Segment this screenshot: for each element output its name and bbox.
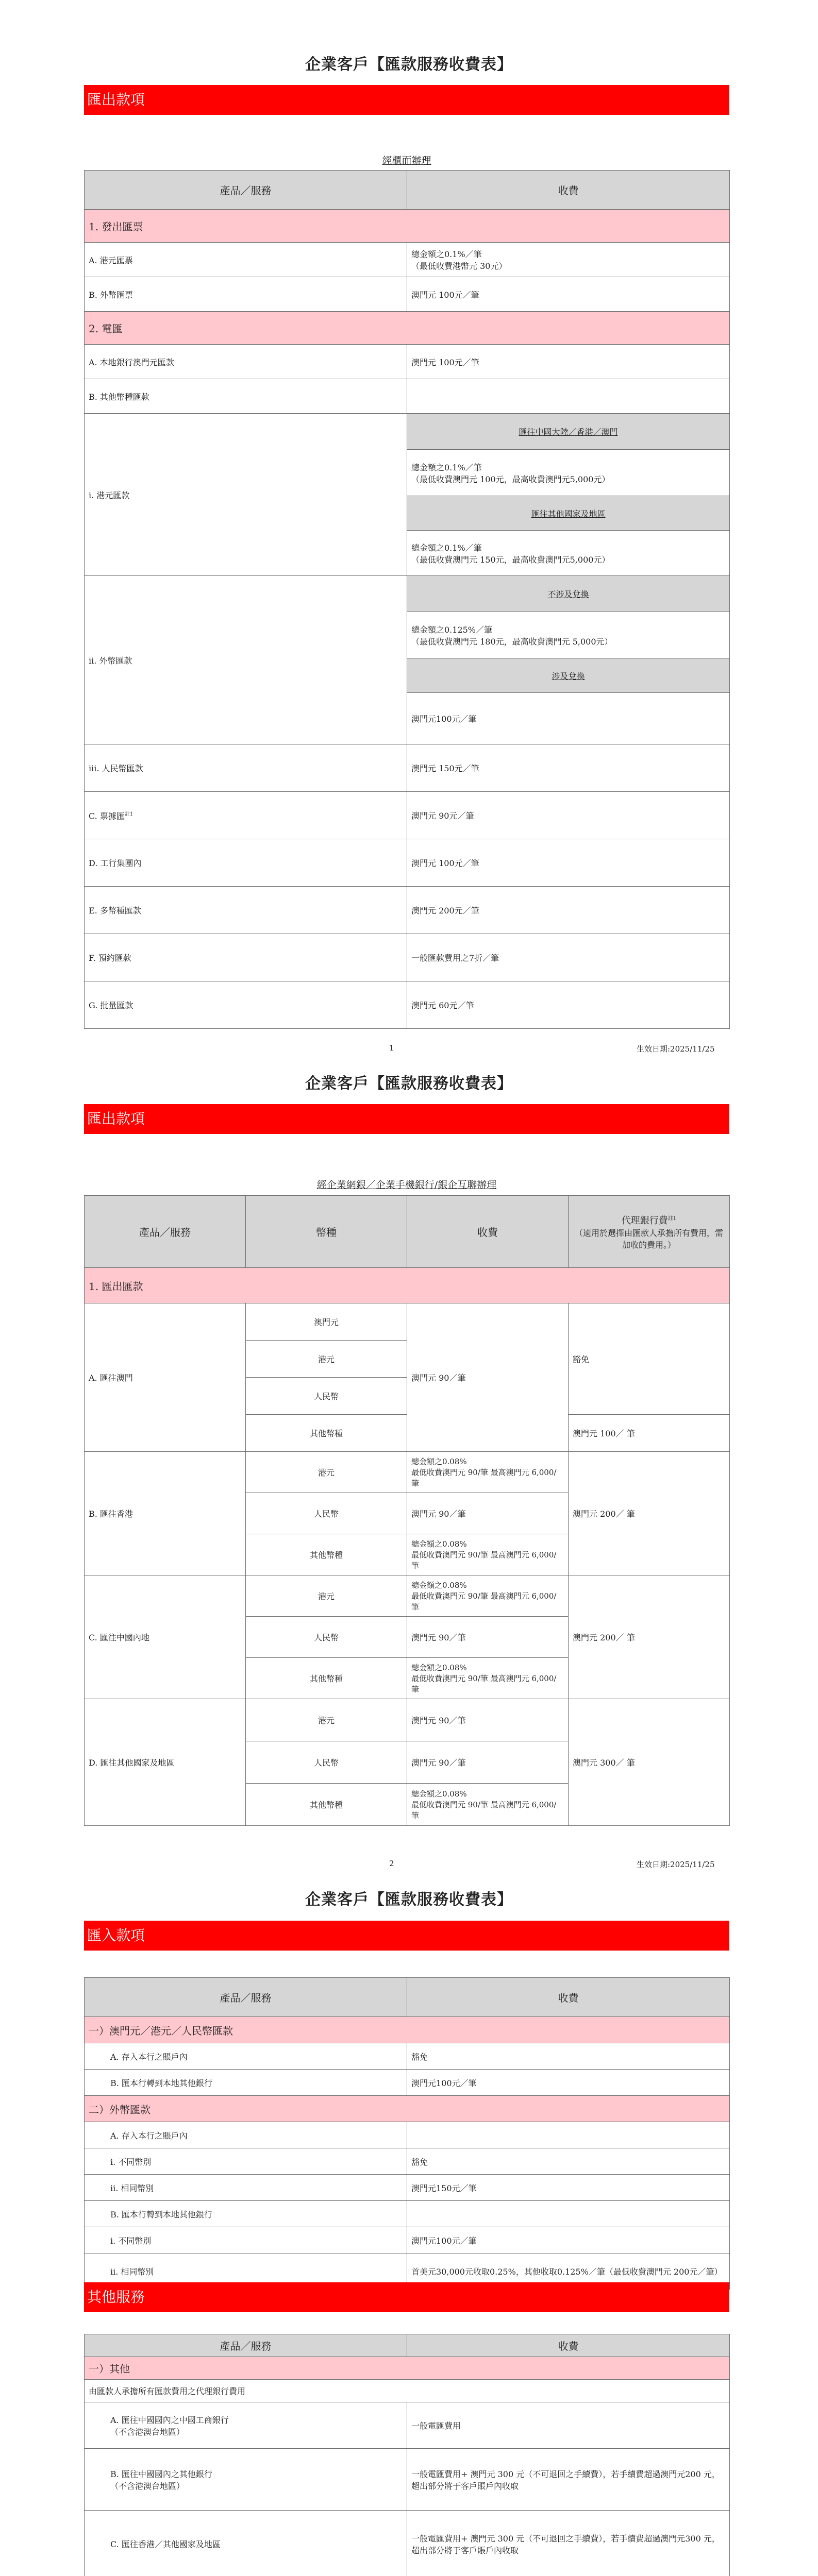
fee-fx-transfer-same: 首美元30,000元收取0.25%，其他收取0.125%／筆（最低收費澳門元 200元／筆）: [407, 2253, 730, 2290]
section-other: 一）其他: [85, 2357, 730, 2380]
fee-bill-remit: 澳門元 90元／筆: [407, 792, 730, 839]
row-local-mop: A. 本地銀行澳門元匯款: [85, 345, 407, 379]
row-icbc-china: A. 匯往中國國內之中國工商銀行 （不含港澳台地區）: [85, 2402, 407, 2449]
page1-fee-table: [84, 170, 730, 1029]
page3-title: 企業客戶【匯款服務收費表】: [305, 1891, 513, 1909]
col-header-fee: 收費: [407, 2334, 730, 2357]
fee-no-exchange: 總金額之0.125%／筆 （最低收費澳門元 180元，最高收費澳門元 5,000元）: [407, 612, 730, 658]
page2-subtitle: 經企業網銀／企業手機銀行/銀企互聯辦理: [316, 1179, 497, 1191]
page3-banner-inward: 匯入款項: [84, 1921, 729, 1951]
page3-banner-other: 其他服務: [84, 2282, 729, 2312]
currency-mop: 澳門元: [246, 1303, 407, 1341]
page1-subtitle: 經櫃面辦理: [382, 155, 431, 166]
currency-other: 其他幣種: [246, 1534, 407, 1575]
row-credit-account: A. 存入本行之賬戶內: [85, 2043, 407, 2070]
row-hkd-remit: i. 港元匯款: [85, 414, 407, 576]
row-other-currency: B. 其他幣種匯款: [85, 379, 407, 414]
agent-fee-other: 澳門元 300／ 筆: [569, 1699, 730, 1826]
fee-scheduled: 一般匯款費用之7折／筆: [407, 934, 730, 981]
fee-hkd-other: 總金額之0.1%／筆 （最低收費澳門元 150元，最高收費澳門元5,000元）: [407, 531, 730, 576]
col-header-product: 產品／服務: [85, 1978, 407, 2017]
fee-cn-rmb: 澳門元 90／筆: [407, 1617, 569, 1658]
col-header-fee: 收費: [407, 171, 730, 210]
fee-cn-other: 總金額之0.08% 最低收費澳門元 90/筆 最高澳門元 6,000/筆: [407, 1658, 569, 1699]
fee-hkd-cn-hk-mo: 總金額之0.1%／筆 （最低收費澳門元 100元，最高收費澳門元5,000元）: [407, 450, 730, 496]
fee-fx-transfer-diff: 澳門元100元／筆: [407, 2227, 730, 2253]
row-transfer-local: B. 匯本行轉到本地其他銀行: [85, 2070, 407, 2096]
row-to-hongkong: B. 匯往香港: [85, 1452, 246, 1575]
currency-hkd: 港元: [246, 1452, 407, 1493]
subhead-no-exchange: 不涉及兌換: [407, 576, 730, 612]
fee-hk-other: 總金額之0.08% 最低收費澳門元 90/筆 最高澳門元 6,000/筆: [407, 1534, 569, 1575]
fee-batch: 澳門元 60元／筆: [407, 981, 730, 1029]
row-hkd-draft: A. 港元匯票: [85, 243, 407, 277]
page1-title: 企業客戶【匯款服務收費表】: [305, 56, 513, 74]
page2-fee-table: [84, 1195, 730, 1826]
row-fx-transfer-diff: i. 不同幣別: [85, 2227, 407, 2253]
fee-hk-other-countries: 一般電匯費用+ 澳門元 300 元（不可退回之手續費），若手續費超過澳門元300 元，超出部分將于客戶賬戶內收取: [407, 2511, 730, 2576]
row-fx-credit-diff: i. 不同幣別: [85, 2148, 407, 2175]
page2-effective-date: 生效日期:2025/11/25: [637, 1860, 715, 1869]
agent-fee-hongkong: 澳門元 200／ 筆: [569, 1452, 730, 1575]
fee-hkd-draft: 總金額之0.1%／筆 （最低收費港幣元 30元）: [407, 243, 730, 277]
page3-other-table: [84, 2334, 730, 2576]
col-header-product: 產品／服務: [85, 1196, 246, 1268]
currency-rmb: 人民幣: [246, 1493, 407, 1534]
currency-rmb: 人民幣: [246, 1378, 407, 1415]
row-fx-credit-same: ii. 相同幣別: [85, 2175, 407, 2201]
page1-banner: 匯出款項: [84, 85, 729, 115]
agent-fee-macau-other: 澳門元 100／ 筆: [569, 1415, 730, 1452]
footnote-ref: 註1: [667, 1215, 677, 1222]
page3-inward-table: [84, 1977, 730, 2290]
page1-number: 1: [389, 1043, 394, 1053]
col-header-product: 產品／服務: [85, 171, 407, 210]
footnote-ref: 註1: [124, 811, 133, 817]
col-header-product: 產品／服務: [85, 2334, 407, 2357]
row-rmb-remit: iii. 人民幣匯款: [85, 744, 407, 792]
row-batch: G. 批量匯款: [85, 981, 407, 1029]
currency-rmb: 人民幣: [246, 1617, 407, 1658]
currency-other: 其他幣種: [246, 1415, 407, 1452]
fee-icbc-china: 一般電匯費用: [407, 2402, 730, 2449]
currency-rmb: 人民幣: [246, 1741, 407, 1784]
page2-title: 企業客戶【匯款服務收費表】: [305, 1075, 513, 1093]
agent-fee-macau-waived: 豁免: [569, 1303, 730, 1415]
section-outward: 1. 匯出匯款: [85, 1268, 730, 1303]
row-scheduled: F. 預約匯款: [85, 934, 407, 981]
row-fx-credit-account: A. 存入本行之賬戶內: [85, 2122, 407, 2148]
row-bill-remit: C. 票據匯$^{註1}$: [85, 792, 407, 839]
currency-other: 其他幣種: [246, 1658, 407, 1699]
row-hk-other-countries: C. 匯往香港／其他國家及地區: [85, 2511, 407, 2576]
fee-icbc-group: 澳門元 100元／筆: [407, 839, 730, 887]
section-mop-hkd-rmb: 一）澳門元／港元／人民幣匯款: [85, 2017, 730, 2043]
fee-hk-hkd: 總金額之0.08% 最低收費澳門元 90/筆 最高澳門元 6,000/筆: [407, 1452, 569, 1493]
fee-other-rmb: 澳門元 90／筆: [407, 1741, 569, 1784]
fee-fx-credit-diff: 豁免: [407, 2148, 730, 2175]
row-fx-draft: B. 外幣匯票: [85, 277, 407, 312]
row-multi-currency: E. 多幣種匯款: [85, 887, 407, 934]
fee-fx-draft: 澳門元 100元／筆: [407, 277, 730, 312]
fee-other-hkd: 澳門元 90／筆: [407, 1699, 569, 1741]
currency-hkd: 港元: [246, 1575, 407, 1617]
row-icbc-group: D. 工行集團內: [85, 839, 407, 887]
col-header-currency: 幣種: [246, 1196, 407, 1268]
row-fx-transfer: B. 匯本行轉到本地其他銀行: [85, 2201, 407, 2227]
fee-local-mop: 澳門元 100元／筆: [407, 345, 730, 379]
page2-number: 2: [389, 1859, 394, 1868]
page1-effective-date: 生效日期:2025/11/25: [637, 1044, 715, 1054]
other-intro: 由匯款人承擔所有匯款費用之代理銀行費用: [85, 2380, 730, 2402]
agent-fee-mainland: 澳門元 200／ 筆: [569, 1575, 730, 1699]
fee-rmb-remit: 澳門元 150元／筆: [407, 744, 730, 792]
fee-transfer-local: 澳門元100元／筆: [407, 2070, 730, 2096]
col-header-agent-fee: 代理銀行費$^{註1}$ （適用於選擇由匯款人承擔所有費用，需加收的費用。）: [569, 1196, 730, 1268]
currency-hkd: 港元: [246, 1341, 407, 1378]
fee-with-exchange: 澳門元100元／筆: [407, 693, 730, 744]
section-telegraphic: 2. 電匯: [85, 312, 730, 345]
subhead-other-countries: 匯往其他國家及地區: [407, 496, 730, 531]
fee-fx-credit-same: 澳門元150元／筆: [407, 2175, 730, 2201]
row-to-mainland: C. 匯往中國內地: [85, 1575, 246, 1699]
fee-multi-currency: 澳門元 200元／筆: [407, 887, 730, 934]
fee-hk-rmb: 澳門元 90／筆: [407, 1493, 569, 1534]
section-fx-inward: 二）外幣匯款: [85, 2096, 730, 2122]
row-fx-transfer-same: ii. 相同幣別: [85, 2253, 407, 2290]
currency-other: 其他幣種: [246, 1784, 407, 1826]
fee-other-china-bank: 一般電匯費用+ 澳門元 300 元（不可退回之手續費），若手續費超過澳門元200 元，超出部分將于客戶賬戶內收取: [407, 2449, 730, 2511]
row-other-china-bank: B. 匯往中國國內之其他銀行 （不含港澳台地區）: [85, 2449, 407, 2511]
row-to-macau: A. 匯往澳門: [85, 1303, 246, 1452]
row-to-other: D. 匯往其他國家及地區: [85, 1699, 246, 1826]
page2-banner: 匯出款項: [84, 1104, 729, 1134]
fee-credit-account: 豁免: [407, 2043, 730, 2070]
fee-to-macau: 澳門元 90／筆: [407, 1303, 569, 1452]
row-fx-remit: ii. 外幣匯款: [85, 576, 407, 744]
subhead-cn-hk-mo: 匯往中國大陸／香港／澳門: [407, 414, 730, 450]
col-header-fee: 收費: [407, 1196, 569, 1268]
fee-other-other: 總金額之0.08% 最低收費澳門元 90/筆 最高澳門元 6,000/筆: [407, 1784, 569, 1826]
col-header-fee: 收費: [407, 1978, 730, 2017]
section-draft: 1. 發出匯票: [85, 210, 730, 243]
fee-cn-hkd: 總金額之0.08% 最低收費澳門元 90/筆 最高澳門元 6,000/筆: [407, 1575, 569, 1617]
currency-hkd: 港元: [246, 1699, 407, 1741]
subhead-with-exchange: 涉及兌換: [407, 658, 730, 693]
